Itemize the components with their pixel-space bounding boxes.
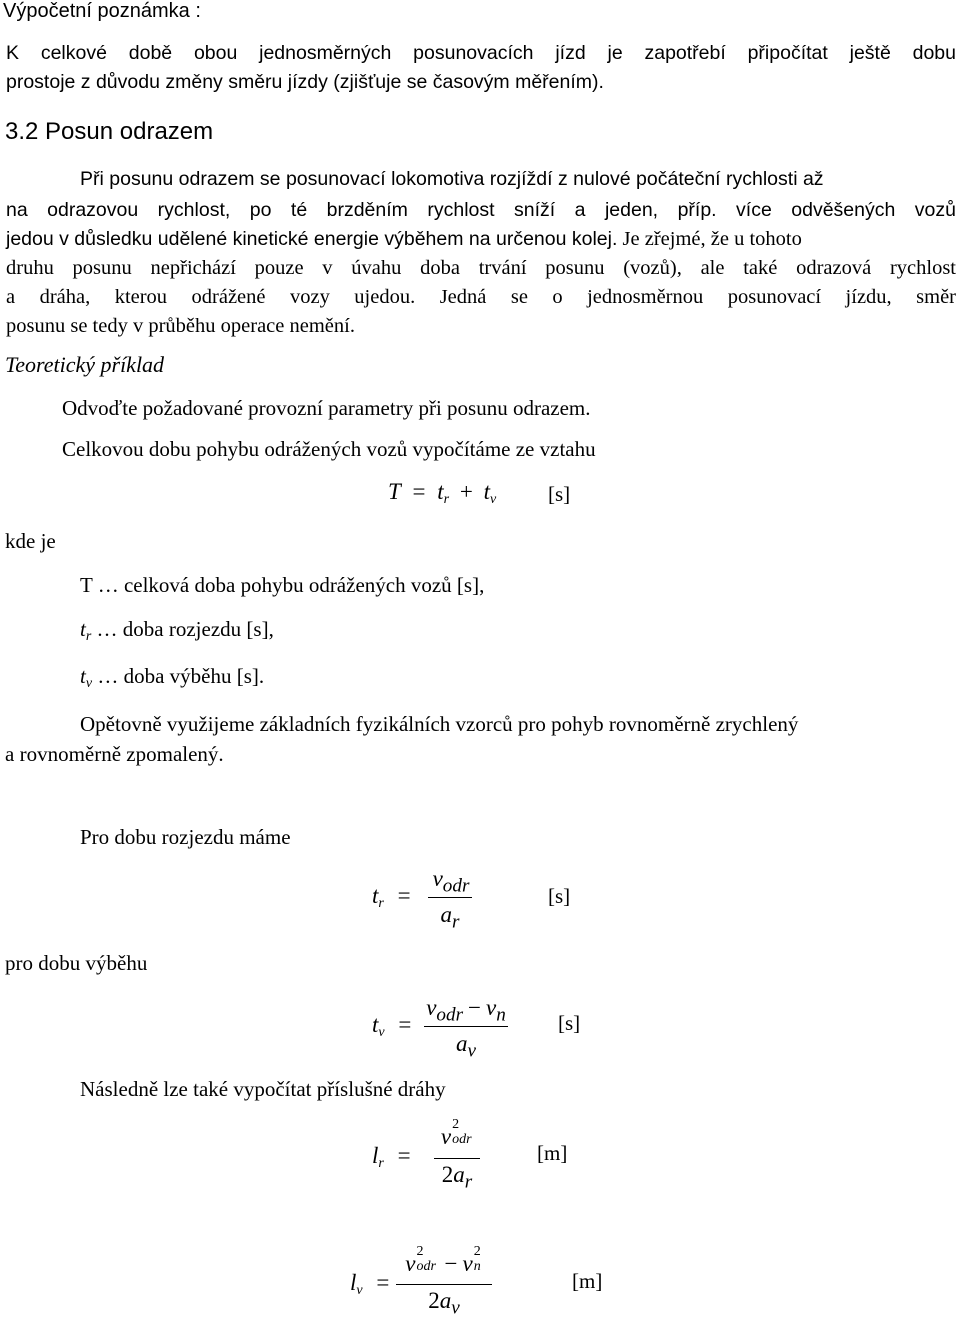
example-heading: Teoretický příklad (5, 352, 165, 377)
section-par-line-6: posunu se tedy v průběhu operace nemění. (6, 315, 355, 337)
def-T: T … celková doba pohybu odrážených vozů [s], (80, 573, 485, 597)
def-tr-symbol: t (80, 617, 86, 641)
eq-tv-fraction-line (424, 1026, 508, 1027)
eq-lr-lhs: l (372, 1143, 379, 1168)
eq-lv-num2-sub: n (473, 1259, 481, 1274)
eq-total-unit: [s] (548, 482, 571, 506)
section-par-line-4: druhu posunu nepřichází pouze v úvahu doba trvání posunu (vozů), ale také odrazová rychlost (6, 257, 956, 279)
eq-lv-den-coef: 2 (428, 1288, 440, 1313)
section-title: 3.2 Posun odrazem (5, 118, 214, 145)
drahy-label: Následně lze také vypočítat příslušné dráhy (80, 1077, 446, 1101)
def-tv-text: … doba výběhu [s]. (92, 664, 265, 688)
eq-lr-num-sub: odr (452, 1132, 472, 1147)
eq-tv-unit: [s] (558, 1011, 581, 1035)
eq-lv-num1-sub: odr (416, 1259, 436, 1274)
section-par-line-3b: Je zřejmé, že u tohoto (617, 228, 802, 250)
def-tv (80, 664, 264, 692)
eq-tv-num1-sub: odr (436, 1004, 464, 1026)
def-tv-symbol: t (80, 664, 86, 688)
def-tr-sub: r (85, 629, 92, 644)
eq-lr-lhs-sub: r (378, 1156, 384, 1171)
section-par-line-2: na odrazovou rychlost, po té brzděním rychlost sníží a jeden, příp. více odvěšených vozů (6, 199, 956, 221)
eq-tr-den-var: a (440, 902, 453, 927)
section-par-line-3 (6, 225, 956, 254)
eq-lv-unit: [m] (572, 1269, 603, 1293)
eq-tv-lhs: t (372, 1012, 379, 1037)
eq-tr-lhs: t (372, 883, 379, 908)
eq-tr-den-sub: r (452, 911, 460, 933)
equation-total-time: $T = t_r + t_v$ (388, 479, 497, 507)
section-par-line-1: Při posunu odrazem se posunovací lokomotiva rozjíždí z nulové počáteční rychlosti až (80, 168, 824, 190)
eq-lv-den-var: a (439, 1288, 452, 1313)
eq-tv-numerator: $v_{odr} - v_n$ (426, 995, 506, 1026)
eq-lr-num-sup: 2 (452, 1117, 460, 1132)
equation-lv: $l_v$ = (350, 1270, 390, 1298)
eq-lv-num1-sup: 2 (416, 1244, 424, 1259)
eq-lr-num-var: v (440, 1124, 452, 1149)
eq-lr-den-coef: 2 (441, 1162, 454, 1187)
example-task: Odvoďte požadované provozní parametry při posunu odrazem. (62, 396, 591, 420)
example-intro: Celkovou dobu pohybu odrážených vozů vypočítáme ze vztahu (62, 437, 596, 461)
reuse-line-1: Opětovně využijeme základních fyzikálních vzorců pro pohyb rovnoměrně zrychlený (80, 712, 799, 736)
eq-tr-unit: [s] (548, 884, 571, 908)
kde-je-label: kde je (5, 529, 56, 553)
def-tr-text: … doba rozjezdu [s], (91, 617, 274, 641)
eq-tv-den-sub: v (467, 1040, 476, 1062)
eq-total-t1: t (437, 479, 444, 504)
eq-tr-numerator (426, 866, 476, 898)
eq-lv-lhs: l (350, 1270, 357, 1295)
eq-total-t2: t (483, 479, 490, 504)
eq-tv-num2-var: v (486, 995, 497, 1020)
eq-lv-fraction-line (396, 1284, 492, 1285)
equation-tv: $t_v$ = (372, 1012, 412, 1040)
vybeh-label: pro dobu výběhu (5, 951, 148, 975)
eq-tv-den-var: a (455, 1031, 468, 1056)
eq-lr-denominator (434, 1162, 480, 1194)
eq-tv-num2-sub: n (496, 1004, 506, 1026)
eq-total-t2-sub: v (490, 492, 497, 507)
eq-lr-unit: [m] (537, 1141, 568, 1165)
def-tr (80, 617, 274, 645)
eq-tv-lhs-sub: v (378, 1025, 385, 1040)
eq-lv-num1-var: v (405, 1251, 416, 1276)
note-heading: Výpočetní poznámka : (3, 0, 201, 22)
eq-lr-den-sub: r (464, 1171, 473, 1193)
section-par-line-5: a dráha, kterou odrážené vozy ujedou. Jedná se o jednosměrnou posunovací jízdu, směr (6, 286, 956, 308)
eq-lr-fraction-line (434, 1158, 480, 1159)
def-tv-sub: v (85, 676, 93, 691)
eq-lv-lhs-sub: v (356, 1283, 363, 1298)
section-par-line-3a: jedou v důsledku udělené kinetické energie výběhem na určenou kolej. (6, 228, 618, 250)
eq-lv-den-sub: v (451, 1297, 460, 1319)
eq-tr-num-sub: odr (442, 875, 470, 897)
eq-lr-numerator (430, 1117, 486, 1150)
eq-tv-num1-var: v (426, 995, 437, 1020)
eq-total-lhs: T (388, 479, 401, 504)
eq-tv-denominator (424, 1031, 508, 1063)
reuse-line-2: a rovnoměrně zpomalený. (5, 742, 224, 766)
eq-tr-denominator (428, 902, 472, 934)
eq-lr-den-var: a (453, 1162, 465, 1187)
rozjezd-label: Pro dobu rozjezdu máme (80, 825, 291, 849)
eq-lv-num2-var: v (462, 1251, 473, 1276)
eq-tr-fraction-line (428, 897, 472, 898)
note-line-2: prostoje z důvodu změny směru jízdy (zjišťuje se časovým měřením). (6, 71, 604, 93)
eq-tr-num-var: v (432, 866, 443, 891)
note-line-1: K celkové době obou jednosměrných posunovacích jízd je zapotřebí připočítat ještě dobu (6, 42, 956, 64)
eq-total-t1-sub: r (443, 492, 450, 507)
equation-lr: $l_r$ = (372, 1143, 411, 1171)
equation-tr: $t_r$ = (372, 883, 411, 911)
eq-tr-lhs-sub: r (378, 896, 384, 911)
eq-lv-numerator: v 2 odr − v 2 n (405, 1244, 481, 1276)
eq-lv-num2-sup: 2 (473, 1244, 481, 1259)
